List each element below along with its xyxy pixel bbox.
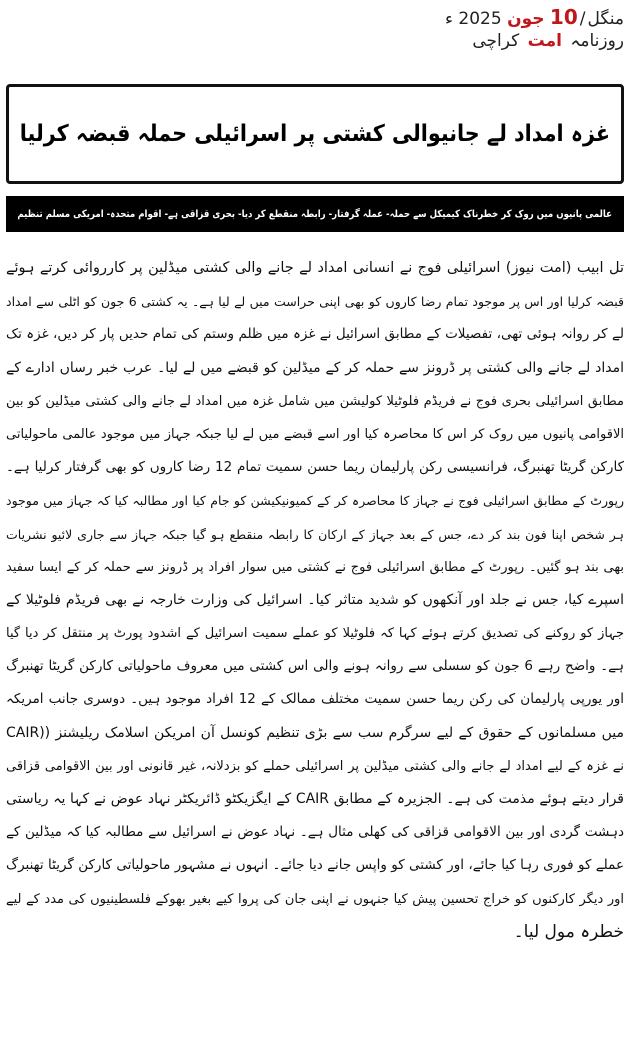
article-line: رپورٹ کے مطابق اسرائیلی فوج نے جہاز کا محاصرہ کر کے کمیونیکیشن کو جام کیا اور مطالبہ کیا کہ جہاز میں موجود: [6, 493, 624, 509]
article-line: نے غزہ کے لیے امداد لے جانے والی کشتی میڈلین پر اسرائیلی حملے کو بزدلانہ، غیر قانونی اور بین الاقوامی قزاقی: [6, 758, 624, 774]
article-line: تل ابیب (امت نیوز) اسرائیلی فوج نے انسانی امداد لے جانے والی کشتی میڈلین پر کارروائی کرتے ہوئے: [6, 260, 624, 276]
paper-row: [444, 30, 624, 52]
article-line: میں مسلمانوں کے حقوق کے لیے سرگرم سب سے بڑی تنظیم کونسل آن امریکن اسلامک ریلیشنز ((CAIR: [6, 724, 624, 741]
article-line: خطرہ مول لیا۔: [513, 921, 624, 942]
article-line: جہاز کو روکنے کی تصدیق کرتے ہوئے کہا کہ فلوٹیلا کو عملے سمیت اسرائیل کے اشدود پورٹ پر منتقل کر دیا گیا: [6, 626, 624, 642]
article-line: قرار دیتے ہوئے مذمت کی ہے۔ الجزیرہ کے مطابق CAIR کے ایگزیکٹو ڈائریکٹر نہاد عوض نے کہا یہ ریاستی: [6, 791, 624, 807]
date-row: [444, 4, 624, 30]
paper-city: کراچی: [472, 31, 520, 52]
article-line: مطابق اسرائیلی بحری فوج نے فریڈم فلوٹیلا کولیشن میں شامل غزہ میں امداد لے جانے والی کشتی میڈلین کو بین: [6, 393, 624, 409]
article-line: قبضہ کرلیا اور اس پر موجود تمام رضا کاروں کو بھی اپنی حراست میں لے لیا ہے۔ یہ کشتی 6 جون کو اٹلی سے امداد: [6, 294, 624, 310]
article-line: اسپرے کیا، جس نے جلد اور آنکھوں کو شدید متاثر کیا۔ اسرائیل کی وزارت خارجہ نے بھی فریڈم فلوٹیلا کے: [6, 591, 624, 608]
article-line: ہر شخص اپنا فون بند کر دے، جس کے بعد جہاز کے ارکان کا رابطہ منقطع ہو گیا جبکہ جہاز سے جاری لائیو نشریات: [6, 526, 624, 542]
subheadline-bar: [6, 196, 624, 232]
headline: غزہ امداد لے جانیوالی کشتی پر اسرائیلی حملہ قبضہ کرلیا: [19, 121, 611, 147]
date-separator: /: [579, 9, 586, 29]
article-line: بھی بند ہو گئیں۔ رپورٹ کے مطابق اسرائیلی فوج نے کشتی میں سوار افراد پر ڈرونز سے حملہ کر کے ایسا سفید: [6, 559, 624, 575]
article-line: کارکن گریٹا تھنبرگ، فرانسیسی رکن پارلیمان ریما حسن سمیت تمام 12 رضا کاروں کو بھی گرفتار کرلیا ہے۔: [6, 459, 624, 476]
article-line: عملے کو فوری رہا کیا جائے، اور کشتی کو واپس جانے دیا جائے۔ انہوں نے مشہور ماحولیاتی کارکن گریٹا تھنبرگ: [6, 857, 624, 874]
date-year: 2025: [458, 9, 502, 29]
article-line: ہے۔ واضح رہے 6 جون کو سسلی سے روانہ ہونے والی اس کشتی میں معروف ماحولیاتی کارکن گریٹا تھنبرگ: [6, 658, 624, 675]
date-month: جون: [507, 9, 545, 29]
article-line: اور دیگر کارکنوں کو خراج تحسین پیش کیا جنہوں نے اپنی جان کی پروا کیے بغیر بھوکے فلسطینیوں کی مدد کے لیے: [6, 891, 624, 907]
date-day: منگل: [587, 9, 624, 29]
article-body: [6, 252, 624, 949]
dateline: [444, 4, 624, 52]
article-line: اور یورپی پارلیمان کی رکن ریما حسن سمیت مختلف ممالک کے 12 افراد موجود ہیں۔ دوسری جانب امریکہ: [6, 691, 624, 708]
article-line: الاقوامی پانیوں میں روک کر اس کا محاصرہ کیا اور اسے قبضے میں لے لیا جبکہ جہاز میں موجود عالمی ماحولیاتی: [6, 426, 624, 442]
date-number: 10: [549, 5, 578, 29]
date-suffix: ء: [445, 9, 454, 29]
article-line: لے کر روانہ ہوئی تھی، تفصیلات کے مطابق اسرائیل نے غزہ میں ظلم وستم کی تمام حدیں پار کر دیں، غزہ تک: [6, 326, 624, 343]
subheadline: عالمی پانیوں میں روک کر خطرناک کیمیکل سے حملہ- عملہ گرفتار- رابطہ منقطع کر دیا- بحری قزاقی ہے- اقوام متحدہ- امریکی مسلم تنظیم: [17, 208, 613, 220]
article-line: دہشت گردی اور بین الاقوامی قزاقی کی کھلی مثال ہے۔ نہاد عوض نے اسرائیل سے مطالبہ کیا کہ میڈلین کے: [6, 824, 624, 841]
article-line: امداد لے جانے والی کشتی پر ڈرونز سے حملہ کر کے میڈلین کو قبضے میں لے لیا۔ عرب خبر رساں ادارے کے: [6, 359, 624, 376]
headline-box: [6, 84, 624, 184]
paper-label: روزنامہ: [570, 31, 624, 52]
paper-name: امت: [527, 31, 562, 52]
